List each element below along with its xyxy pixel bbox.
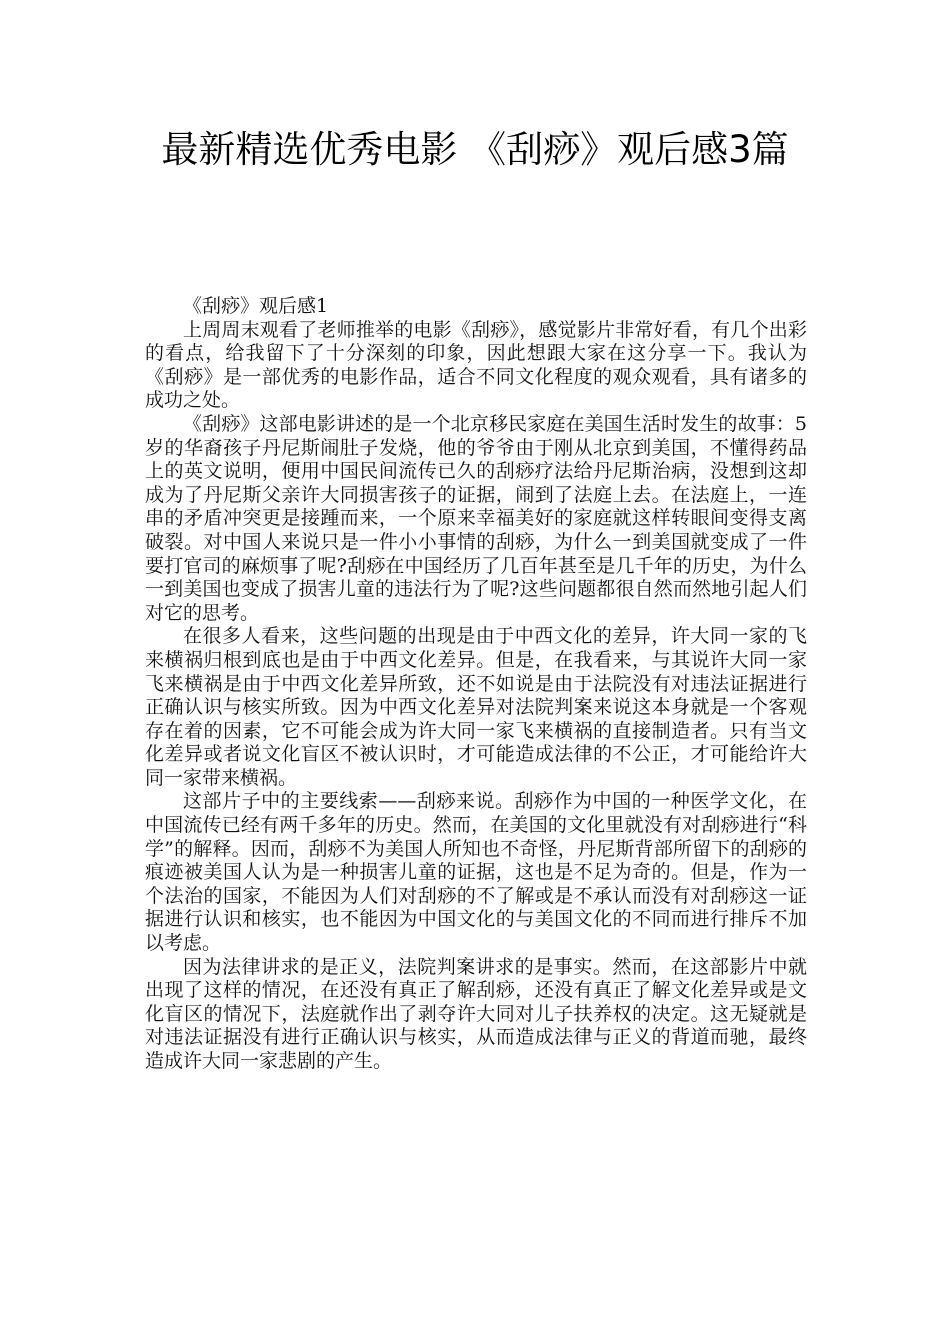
paragraph-4: 这部片子中的主要线索——刮痧来说。刮痧作为中国的一种医学文化，在中国流传已经有两千多年的历史。然而，在美国的文化里就没有对刮痧进行“科学”的解释。因而，刮痧不为美国人所知也不奇怪，丹尼斯背部所留下的刮痧的痕迹被美国人认为是一种损害儿童的证据，这也是不足为奇的。但是，作为一个法治的国家，不能因为人们对刮痧的不了解或是不承认而没有对刮痧这一证据进行认识和核实，也不能因为中国文化的与美国文化的不同而进行排斥不加以考虑。: [145, 790, 807, 955]
document-title: 最新精选优秀电影 《刮痧》观后感3篇: [161, 128, 789, 171]
paragraph-3: 在很多人看来，这些问题的出现是由于中西文化的差异，许大同一家的飞来横祸归根到底也是由于中西文化差异。但是，在我看来，与其说许大同一家飞来横祸是由于中西文化差异所致，还不如说是由于法院没有对违法证据进行正确认识与核实所致。因为中西文化差异对法院判案来说这本身就是一个客观存在着的因素，它不可能会成为许大同一家飞来横祸的直接制造者。只有当文化差异或者说文化盲区不被认识时，才可能造成法律的不公正，才可能给许大同一家带来横祸。: [145, 625, 807, 789]
section-heading: 《刮痧》观后感1: [183, 295, 329, 317]
paragraph-5: 因为法律讲求的是正义，法院判案讲求的是事实。然而，在这部影片中就出现了这样的情况，在还没有真正了解刮痧，还没有真正了解文化差异或是文化盲区的情况下，法庭就作出了剥夺许大同对儿子扶养权的决定。这无疑就是对违法证据没有进行正确认识与核实，从而造成法律与正义的背道而驰，最终造成许大同一家悲剧的产生。: [145, 955, 807, 1072]
document-body: [145, 295, 807, 1074]
paragraph-1: 上周周末观看了老师推举的电影《刮痧》，感觉影片非常好看，有几个出彩的看点，给我留下了十分深刻的印象，因此想跟大家在这分享一下。我认为《刮痧》是一部优秀的电影作品，适合不同文化程度的观众观看，具有诸多的成功之处。: [145, 318, 807, 412]
paragraph-2: 《刮痧》这部电影讲述的是一个北京移民家庭在美国生活时发生的故事：5岁的华裔孩子丹尼斯闹肚子发烧，他的爷爷由于刚从北京到美国，不懂得药品上的英文说明，便用中国民间流传已久的刮痧疗法给丹尼斯治病，没想到这却成为了丹尼斯父亲许大同损害孩子的证据，闹到了法庭上去。在法庭上，一连串的矛盾冲突更是接踵而来，一个原来幸福美好的家庭就这样转眼间变得支离破裂。对中国人来说只是一件小小事情的刮痧，为什么一到美国就变成了一件要打官司的麻烦事了呢?刮痧在中国经历了几百年甚至是几千年的历史，为什么一到美国也变成了损害儿童的违法行为了呢?这些问题都很自然而然地引起人们对它的思考。: [145, 412, 807, 624]
